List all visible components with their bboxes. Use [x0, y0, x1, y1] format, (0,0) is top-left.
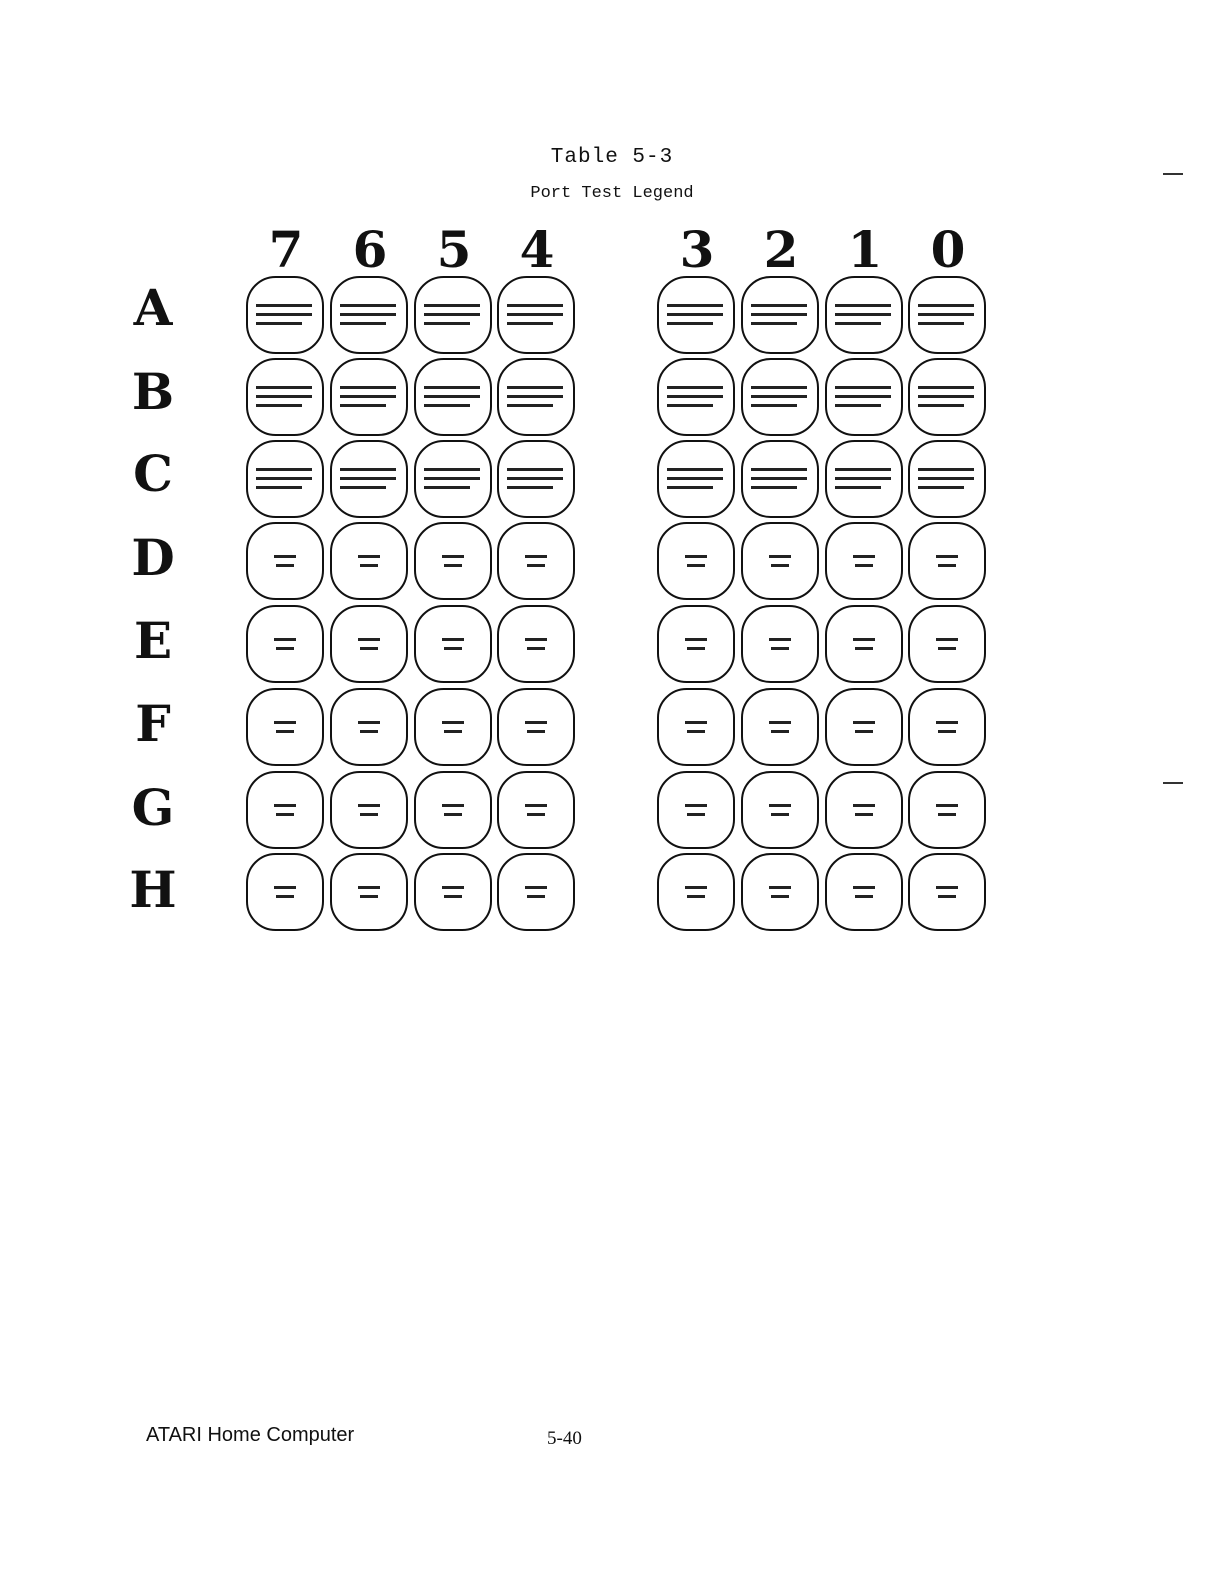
cell-text-mark: [360, 895, 378, 898]
cell-text-mark: [771, 564, 789, 567]
row-letter-b: B: [131, 362, 175, 421]
cell-text-mark: [527, 647, 545, 650]
column-number-7: 7: [268, 220, 304, 279]
port-cell-h7: [246, 853, 324, 931]
cell-text-mark: [769, 804, 791, 807]
column-number-3: 3: [679, 220, 715, 279]
cell-text-mark: [507, 486, 553, 489]
cell-text-mark: [525, 886, 547, 889]
cell-text-mark: [256, 395, 312, 398]
cell-text-mark: [855, 730, 873, 733]
cell-text-mark: [340, 468, 396, 471]
cell-text-mark: [751, 404, 797, 407]
cell-text-mark: [340, 404, 386, 407]
port-cell-c1: [825, 440, 903, 518]
column-number-1: 1: [847, 220, 883, 279]
cell-text-mark: [685, 886, 707, 889]
cell-text-mark: [340, 313, 396, 316]
cell-text-mark: [667, 386, 723, 389]
port-cell-b3: [657, 358, 735, 436]
port-cell-d7: [246, 522, 324, 600]
cell-text-mark: [936, 804, 958, 807]
cell-text-mark: [340, 322, 386, 325]
cell-text-mark: [835, 395, 891, 398]
cell-text-mark: [507, 404, 553, 407]
port-cell-c2: [741, 440, 819, 518]
table-title: Table 5-3: [550, 146, 674, 169]
cell-text-mark: [853, 638, 875, 641]
cell-text-mark: [358, 886, 380, 889]
cell-text-mark: [442, 886, 464, 889]
port-cell-e7: [246, 605, 324, 683]
cell-text-mark: [918, 322, 964, 325]
cell-text-mark: [256, 304, 312, 307]
cell-text-mark: [936, 638, 958, 641]
port-cell-g1: [825, 771, 903, 849]
cell-text-mark: [444, 895, 462, 898]
port-cell-a5: [414, 276, 492, 354]
port-cell-c6: [330, 440, 408, 518]
cell-text-mark: [769, 721, 791, 724]
cell-text-mark: [771, 813, 789, 816]
cell-text-mark: [444, 730, 462, 733]
cell-text-mark: [274, 638, 296, 641]
cell-text-mark: [525, 804, 547, 807]
cell-text-mark: [835, 468, 891, 471]
cell-text-mark: [527, 564, 545, 567]
cell-text-mark: [936, 886, 958, 889]
cell-text-mark: [424, 486, 470, 489]
cell-text-mark: [340, 304, 396, 307]
cell-text-mark: [918, 386, 974, 389]
cell-text-mark: [274, 804, 296, 807]
cell-text-mark: [424, 404, 470, 407]
port-cell-e3: [657, 605, 735, 683]
cell-text-mark: [358, 555, 380, 558]
cell-text-mark: [853, 804, 875, 807]
table-subtitle: Port Test Legend: [530, 184, 694, 203]
cell-text-mark: [360, 813, 378, 816]
cell-text-mark: [751, 395, 807, 398]
margin-mark: [1163, 782, 1183, 784]
cell-text-mark: [424, 386, 480, 389]
port-cell-d0: [908, 522, 986, 600]
cell-text-mark: [340, 486, 386, 489]
cell-text-mark: [444, 647, 462, 650]
cell-text-mark: [340, 395, 396, 398]
cell-text-mark: [918, 304, 974, 307]
cell-text-mark: [340, 386, 396, 389]
port-cell-b4: [497, 358, 575, 436]
cell-text-mark: [936, 721, 958, 724]
port-cell-f2: [741, 688, 819, 766]
port-cell-h5: [414, 853, 492, 931]
cell-text-mark: [360, 564, 378, 567]
cell-text-mark: [667, 395, 723, 398]
cell-text-mark: [685, 804, 707, 807]
port-cell-a3: [657, 276, 735, 354]
cell-text-mark: [507, 386, 563, 389]
port-cell-a2: [741, 276, 819, 354]
cell-text-mark: [687, 647, 705, 650]
cell-text-mark: [340, 477, 396, 480]
port-cell-f4: [497, 688, 575, 766]
cell-text-mark: [358, 638, 380, 641]
cell-text-mark: [771, 730, 789, 733]
port-cell-f0: [908, 688, 986, 766]
cell-text-mark: [274, 886, 296, 889]
cell-text-mark: [442, 804, 464, 807]
cell-text-mark: [835, 386, 891, 389]
cell-text-mark: [667, 404, 713, 407]
port-cell-g2: [741, 771, 819, 849]
cell-text-mark: [751, 468, 807, 471]
cell-text-mark: [358, 721, 380, 724]
port-cell-f1: [825, 688, 903, 766]
port-cell-c7: [246, 440, 324, 518]
cell-text-mark: [938, 564, 956, 567]
port-cell-h0: [908, 853, 986, 931]
cell-text-mark: [835, 486, 881, 489]
port-cell-e0: [908, 605, 986, 683]
port-cell-h3: [657, 853, 735, 931]
cell-text-mark: [667, 486, 713, 489]
cell-text-mark: [667, 477, 723, 480]
margin-mark: [1163, 173, 1183, 175]
cell-text-mark: [938, 895, 956, 898]
cell-text-mark: [771, 895, 789, 898]
port-cell-h1: [825, 853, 903, 931]
column-number-5: 5: [436, 220, 472, 279]
cell-text-mark: [507, 313, 563, 316]
cell-text-mark: [918, 313, 974, 316]
port-cell-g0: [908, 771, 986, 849]
cell-text-mark: [276, 647, 294, 650]
port-cell-g3: [657, 771, 735, 849]
cell-text-mark: [855, 813, 873, 816]
port-cell-f5: [414, 688, 492, 766]
port-cell-h6: [330, 853, 408, 931]
cell-text-mark: [525, 555, 547, 558]
port-cell-f3: [657, 688, 735, 766]
cell-text-mark: [835, 313, 891, 316]
port-cell-d5: [414, 522, 492, 600]
cell-text-mark: [256, 322, 302, 325]
column-number-2: 2: [763, 220, 799, 279]
port-cell-b6: [330, 358, 408, 436]
column-number-4: 4: [519, 220, 555, 279]
cell-text-mark: [855, 895, 873, 898]
port-cell-e2: [741, 605, 819, 683]
port-cell-d2: [741, 522, 819, 600]
cell-text-mark: [835, 322, 881, 325]
cell-text-mark: [442, 555, 464, 558]
cell-text-mark: [687, 730, 705, 733]
cell-text-mark: [507, 477, 563, 480]
cell-text-mark: [274, 555, 296, 558]
cell-text-mark: [360, 647, 378, 650]
row-letter-a: A: [133, 278, 173, 337]
port-cell-h4: [497, 853, 575, 931]
footer-publisher: ATARI Home Computer: [146, 1424, 355, 1446]
cell-text-mark: [507, 322, 553, 325]
cell-text-mark: [751, 386, 807, 389]
cell-text-mark: [276, 895, 294, 898]
cell-text-mark: [527, 895, 545, 898]
port-cell-d3: [657, 522, 735, 600]
cell-text-mark: [751, 486, 797, 489]
cell-text-mark: [274, 721, 296, 724]
port-cell-d1: [825, 522, 903, 600]
cell-text-mark: [424, 313, 480, 316]
cell-text-mark: [667, 322, 713, 325]
cell-text-mark: [853, 886, 875, 889]
cell-text-mark: [687, 895, 705, 898]
cell-text-mark: [835, 304, 891, 307]
cell-text-mark: [424, 395, 480, 398]
cell-text-mark: [667, 304, 723, 307]
cell-text-mark: [525, 721, 547, 724]
cell-text-mark: [751, 313, 807, 316]
port-cell-a7: [246, 276, 324, 354]
cell-text-mark: [751, 477, 807, 480]
port-cell-f6: [330, 688, 408, 766]
cell-text-mark: [685, 638, 707, 641]
cell-text-mark: [835, 404, 881, 407]
port-cell-d4: [497, 522, 575, 600]
port-cell-g5: [414, 771, 492, 849]
port-cell-b0: [908, 358, 986, 436]
cell-text-mark: [667, 468, 723, 471]
cell-text-mark: [835, 477, 891, 480]
cell-text-mark: [527, 813, 545, 816]
cell-text-mark: [507, 304, 563, 307]
cell-text-mark: [687, 564, 705, 567]
cell-text-mark: [685, 721, 707, 724]
port-cell-a4: [497, 276, 575, 354]
cell-text-mark: [685, 555, 707, 558]
row-letter-f: F: [135, 694, 171, 753]
port-cell-a0: [908, 276, 986, 354]
port-cell-g6: [330, 771, 408, 849]
cell-text-mark: [918, 395, 974, 398]
cell-text-mark: [918, 468, 974, 471]
port-cell-c5: [414, 440, 492, 518]
cell-text-mark: [938, 647, 956, 650]
cell-text-mark: [424, 322, 470, 325]
cell-text-mark: [853, 555, 875, 558]
cell-text-mark: [938, 813, 956, 816]
row-letter-c: C: [133, 444, 173, 503]
port-cell-b1: [825, 358, 903, 436]
port-cell-a6: [330, 276, 408, 354]
cell-text-mark: [918, 486, 964, 489]
port-cell-b2: [741, 358, 819, 436]
cell-text-mark: [507, 468, 563, 471]
port-cell-f7: [246, 688, 324, 766]
cell-text-mark: [276, 730, 294, 733]
cell-text-mark: [256, 477, 312, 480]
port-cell-e6: [330, 605, 408, 683]
page-number: 5-40: [547, 1428, 582, 1449]
cell-text-mark: [936, 555, 958, 558]
port-cell-c0: [908, 440, 986, 518]
row-letter-e: E: [133, 611, 173, 670]
cell-text-mark: [507, 395, 563, 398]
column-number-6: 6: [352, 220, 388, 279]
column-number-0: 0: [930, 220, 966, 279]
row-letter-d: D: [131, 528, 175, 587]
cell-text-mark: [769, 886, 791, 889]
cell-text-mark: [358, 804, 380, 807]
port-cell-c3: [657, 440, 735, 518]
cell-text-mark: [256, 486, 302, 489]
cell-text-mark: [855, 564, 873, 567]
port-cell-h2: [741, 853, 819, 931]
cell-text-mark: [276, 564, 294, 567]
cell-text-mark: [442, 638, 464, 641]
cell-text-mark: [256, 386, 312, 389]
cell-text-mark: [769, 555, 791, 558]
cell-text-mark: [276, 813, 294, 816]
port-cell-b7: [246, 358, 324, 436]
cell-text-mark: [771, 647, 789, 650]
port-cell-a1: [825, 276, 903, 354]
port-cell-e4: [497, 605, 575, 683]
port-cell-e1: [825, 605, 903, 683]
cell-text-mark: [853, 721, 875, 724]
cell-text-mark: [938, 730, 956, 733]
port-cell-c4: [497, 440, 575, 518]
cell-text-mark: [687, 813, 705, 816]
cell-text-mark: [256, 404, 302, 407]
port-cell-b5: [414, 358, 492, 436]
cell-text-mark: [424, 468, 480, 471]
port-cell-g4: [497, 771, 575, 849]
port-cell-g7: [246, 771, 324, 849]
cell-text-mark: [444, 564, 462, 567]
cell-text-mark: [525, 638, 547, 641]
cell-text-mark: [360, 730, 378, 733]
cell-text-mark: [855, 647, 873, 650]
port-cell-e5: [414, 605, 492, 683]
cell-text-mark: [424, 304, 480, 307]
row-letter-g: G: [131, 778, 175, 837]
cell-text-mark: [751, 304, 807, 307]
cell-text-mark: [769, 638, 791, 641]
cell-text-mark: [751, 322, 797, 325]
cell-text-mark: [424, 477, 480, 480]
cell-text-mark: [918, 477, 974, 480]
port-cell-d6: [330, 522, 408, 600]
row-letter-h: H: [129, 860, 177, 919]
cell-text-mark: [918, 404, 964, 407]
cell-text-mark: [667, 313, 723, 316]
cell-text-mark: [256, 468, 312, 471]
cell-text-mark: [444, 813, 462, 816]
cell-text-mark: [256, 313, 312, 316]
cell-text-mark: [527, 730, 545, 733]
cell-text-mark: [442, 721, 464, 724]
